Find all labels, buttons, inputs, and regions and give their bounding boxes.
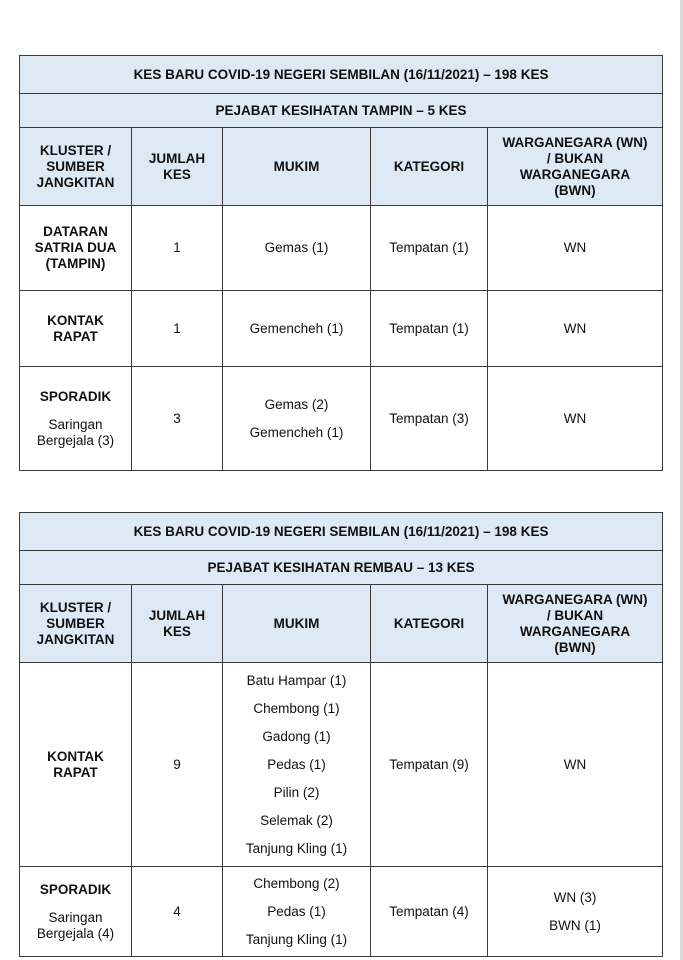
header-mukim: MUKIM <box>223 585 371 663</box>
table-title-row <box>20 56 663 94</box>
jumlah-cell: 1 <box>132 206 223 291</box>
wn-cell: WN (3) BWN (1) <box>488 867 663 957</box>
kategori-cell: Tempatan (4) <box>371 867 488 957</box>
header-kluster: KLUSTER / SUMBER JANGKITAN <box>20 128 132 206</box>
mukim-cell: Chembong (2) Pedas (1) Tanjung Kling (1) <box>223 867 371 957</box>
jumlah-cell: 3 <box>132 367 223 471</box>
mukim-cell: Gemas (1) <box>223 206 371 291</box>
table-title: KES BARU COVID-19 NEGERI SEMBILAN (16/11/2021) – 198 KES <box>20 56 663 94</box>
header-mukim: MUKIM <box>223 128 371 206</box>
header-row <box>20 585 663 663</box>
jumlah-cell: 1 <box>132 291 223 367</box>
header-row <box>20 128 663 206</box>
kluster-cell: KONTAK RAPAT <box>20 291 132 367</box>
wn-cell: WN <box>488 206 663 291</box>
office-title: PEJABAT KESIHATAN TAMPIN – 5 KES <box>20 94 663 128</box>
kategori-cell: Tempatan (9) <box>371 663 488 867</box>
kluster-cell: SPORADIK Saringan Bergejala (4) <box>20 867 132 957</box>
table-title: KES BARU COVID-19 NEGERI SEMBILAN (16/11/2021) – 198 KES <box>20 513 663 551</box>
mukim-cell: Gemencheh (1) <box>223 291 371 367</box>
table-row <box>20 663 663 867</box>
table-row <box>20 367 663 471</box>
kategori-cell: Tempatan (1) <box>371 291 488 367</box>
header-kategori: KATEGORI <box>371 585 488 663</box>
office-row <box>20 551 663 585</box>
header-kategori: KATEGORI <box>371 128 488 206</box>
kluster-cell: KONTAK RAPAT <box>20 663 132 867</box>
wn-cell: WN <box>488 367 663 471</box>
header-kluster: KLUSTER / SUMBER JANGKITAN <box>20 585 132 663</box>
table-row <box>20 206 663 291</box>
header-jumlah-kes: JUMLAH KES <box>132 585 223 663</box>
mukim-cell: Gemas (2) Gemencheh (1) <box>223 367 371 471</box>
header-jumlah-kes: JUMLAH KES <box>132 128 223 206</box>
header-warganegara: WARGANEGARA (WN) / BUKAN WARGANEGARA (BWN) <box>488 585 663 663</box>
header-warganegara: WARGANEGARA (WN) / BUKAN WARGANEGARA (BWN) <box>488 128 663 206</box>
office-title: PEJABAT KESIHATAN REMBAU – 13 KES <box>20 551 663 585</box>
jumlah-cell: 4 <box>132 867 223 957</box>
wn-cell: WN <box>488 291 663 367</box>
covid-table-rembau <box>19 512 663 957</box>
mukim-cell: Batu Hampar (1) Chembong (1) Gadong (1) Pedas (1) Pilin (2) Selemak (2) Tanjung Kling (1) <box>223 663 371 867</box>
table-title-row <box>20 513 663 551</box>
kategori-cell: Tempatan (3) <box>371 367 488 471</box>
kategori-cell: Tempatan (1) <box>371 206 488 291</box>
covid-table-tampin <box>19 55 663 471</box>
wn-cell: WN <box>488 663 663 867</box>
kluster-cell: DATARAN SATRIA DUA (TAMPIN) <box>20 206 132 291</box>
table-row <box>20 867 663 957</box>
jumlah-cell: 9 <box>132 663 223 867</box>
kluster-cell: SPORADIK Saringan Bergejala (3) <box>20 367 132 471</box>
table-row <box>20 291 663 367</box>
office-row <box>20 94 663 128</box>
